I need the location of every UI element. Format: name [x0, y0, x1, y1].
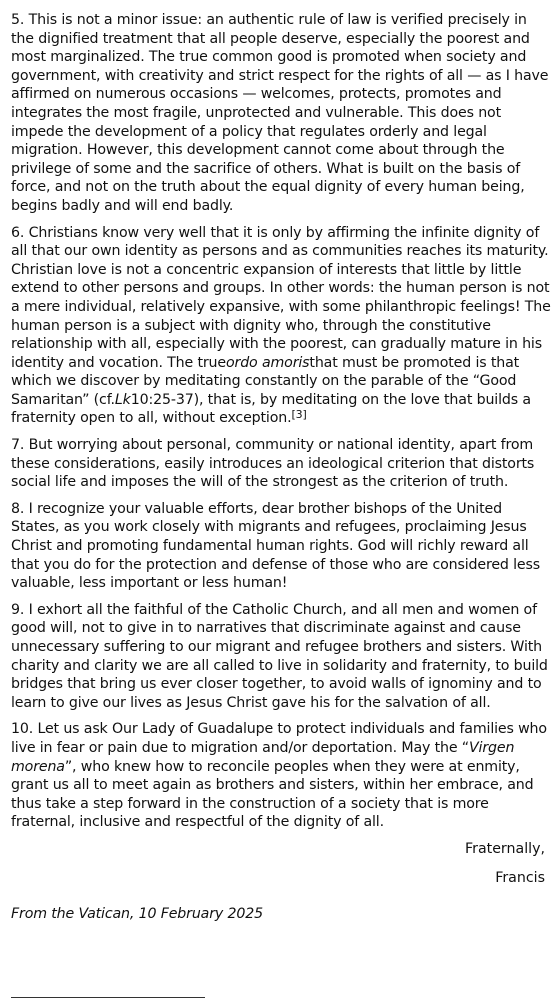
- paragraph-p10: [11, 720, 553, 832]
- paragraph-list: [11, 11, 553, 832]
- paragraph-text: 7. But worrying about personal, community or national identity, apart from these considerations, easily introduces an ideological criterion that distorts social life and imposes the will of the strongest as the criterion of truth.: [11, 437, 535, 491]
- paragraph-p5: [11, 11, 553, 216]
- paragraph-text: 5. This is not a minor issue: an authentic rule of law is verified precisely in the dignified treatment that all people deserve, especially the poorest and most marginalized. The true common good is promoted when society and government, with creativity and strict respect for the rights of all — as I have affirmed on numerous occasions — welcomes, protects, promotes and integrates the most fragile, unprotected and vulnerable. This does not impede the development of a policy that regulates orderly and legal migration. However, this development cannot come about through the privilege of some and the sacrifice of others. What is built on the basis of force, and not on the truth about the equal dignity of every human being, begins badly and will end badly.: [11, 12, 549, 214]
- paragraph-text: that must be promoted is that which we discover by meditating constantly on the parable of the “Good Samaritan” (cf.: [11, 354, 520, 408]
- paragraph-text: ”, who knew how to reconcile peoples when they were at enmity, grant us all to meet again as brothers and sisters, within her embrace, and thus take a step forward in the construction of a society that is more fraternal, inclusive and respectful of the dignity of all.: [11, 758, 534, 831]
- paragraph-text: 8. I recognize your valuable efforts, dear brother bishops of the United States, as you work closely with migrants and refugees, proclaiming Jesus Christ and promoting fundamental human rights. God will richly reward all that you do for the protection and defense of those who are considered less valuable, less important or less human!: [11, 500, 540, 592]
- dateline: From the Vatican, 10 February 2025: [11, 906, 264, 923]
- italic-text: ordo amoris: [225, 354, 310, 371]
- paragraph-text: 9. I exhort all the faithful of the Catholic Church, and all men and women of good will, not to give in to narratives that discriminate against and cause unnecessary suffering to our migrant and refugee brothers and sisters. With charity and clarity we are all called to live in solidarity and fraternity, to build bridges that bring us ever closer together, to avoid walls of ignominy and to learn to give our lives as Jesus Christ gave his for the salvation of all.: [11, 601, 548, 711]
- paragraph-text: 10:25-37), that is, by meditating on the love that builds a fraternity open to all, without exception.: [11, 391, 531, 427]
- footnote-reference-link[interactable]: [3]: [291, 408, 307, 422]
- italic-text: Lk: [114, 391, 131, 408]
- paragraph-p6: [11, 224, 553, 429]
- letter-body: [11, 11, 553, 932]
- paragraph-p8: [11, 500, 553, 593]
- paragraph-text: 10. Let us ask Our Lady of Guadalupe to protect individuals and families who live in fear or pain due to migration and/or deportation. May the “: [11, 721, 547, 756]
- paragraph-p9: [11, 601, 553, 713]
- paragraph-p7: [11, 436, 553, 492]
- paragraph-text: 6. Christians know very well that it is only by affirming the infinite dignity of all that our own identity as persons and as communities reaches its maturity. Christian love is not a concentric expansion of interests that little by little extend to other persons and groups. In other words: the human person is not a mere individual, relatively expansive, with some philanthropic feelings! The human person is a subject with dignity who, through the constitutive relationship with all, especially with the poorest, can gradually mature in his identity and vocation. The true: [11, 224, 551, 371]
- footnote-divider: [11, 997, 205, 998]
- signature: Francis: [495, 869, 545, 886]
- italic-text: Virgen morena: [11, 739, 515, 775]
- salutation: Fraternally,: [464, 840, 545, 857]
